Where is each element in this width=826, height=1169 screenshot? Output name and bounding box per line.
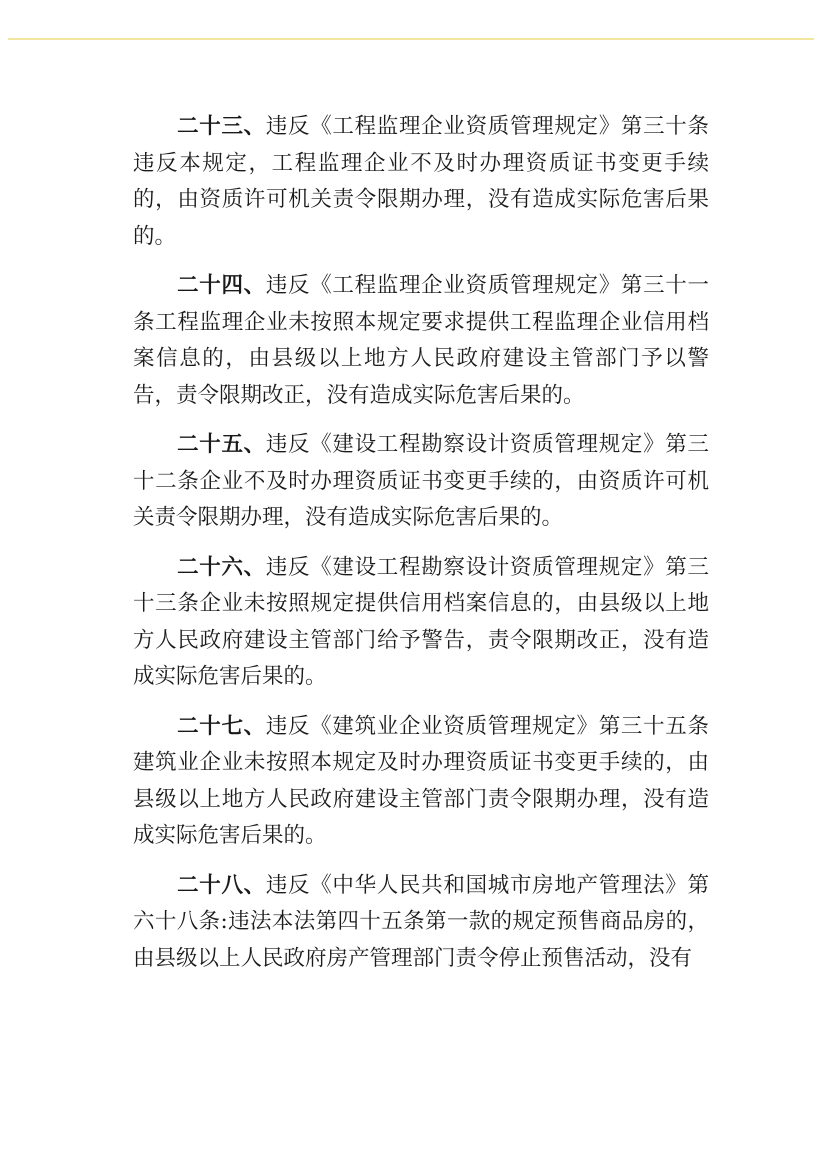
clause-number: 二十三、 (177, 114, 266, 139)
clause-text: 违反《建设工程勘察设计资质管理规定》第三十三条企业未按照规定提供信用档案信息的，由县级以上地方人民政府建设主管部门给予警告，责令限期改正，没有造成实际危害后果的。 (133, 554, 709, 689)
header-rule (8, 38, 814, 40)
clause-27 (133, 709, 709, 855)
clause-text: 违反《工程监理企业资质管理规定》第三十条违反本规定，工程监理企业不及时办理资质证书变更手续的，由资质许可机关责令限期办理，没有造成实际危害后果的。 (133, 114, 709, 249)
clause-26 (133, 550, 709, 696)
clause-24 (133, 268, 709, 414)
clause-number: 二十六、 (177, 554, 266, 580)
clause-23 (133, 109, 709, 255)
clause-number: 二十八、 (177, 872, 266, 898)
clause-text: 违反《工程监理企业资质管理规定》第三十一条工程监理企业未按照本规定要求提供工程监理企业信用档案信息的，由县级以上地方人民政府建设主管部门予以警告，责令限期改正，没有造成实际危害后果的。 (133, 273, 709, 408)
clause-text: 违反《建筑业企业资质管理规定》第三十五条建筑业企业未按照本规定及时办理资质证书变更手续的，由县级以上地方人民政府建设主管部门责令限期办理，没有造成实际危害后果的。 (133, 713, 709, 848)
clause-25 (133, 427, 709, 537)
clause-28 (133, 868, 709, 978)
clause-number: 二十五、 (177, 432, 266, 457)
document-body (133, 109, 709, 990)
clause-number: 二十四、 (177, 273, 266, 298)
clause-text: 违反《建设工程勘察设计资质管理规定》第三十二条企业不及时办理资质证书变更手续的，由资质许可机关责令限期办理，没有造成实际危害后果的。 (133, 432, 709, 530)
clause-number: 二十七、 (177, 713, 266, 739)
clause-text: 违反《中华人民共和国城市房地产管理法》第六十八条:违法本法第四十五条第一款的规定预售商品房的，由县级以上人民政府房产管理部门责令停止预售活动，没有 (133, 872, 709, 971)
